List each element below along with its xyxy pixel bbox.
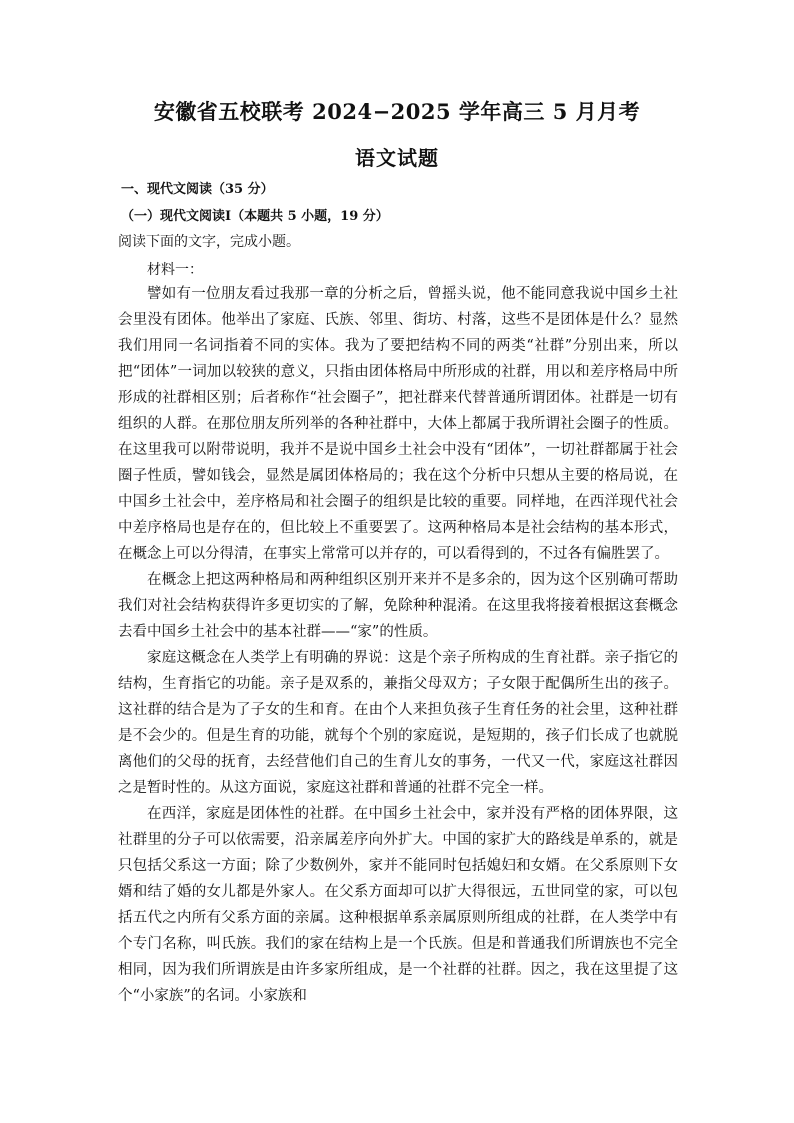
document-title: 安徽省五校联考 2024−2025 学年高三 5 月月考: [153, 99, 641, 124]
subsection-heading: （一）现代文阅读Ⅰ（本题共 5 小题，19 分）: [121, 209, 389, 224]
material-label: 材料一：: [147, 262, 203, 278]
section-heading: 一、现代文阅读（35 分）: [121, 182, 274, 197]
passage-body: [118, 281, 678, 1009]
paragraph: 譬如有一位朋友看过我那一章的分析之后，曾摇头说，他不能同意我说中国乡土社会里没有团体。他举出了家庭、氏族、邻里、街坊、村落，这些不是团体是什么？显然我们用同一名词指着不同的实体。我为了要把结构不同的两类“社群”分别出来，所以把“团体”一词加以较狭的意义，只指由团体格局中所形成的社群，用以和差序格局中所形成的社群相区别；后者称作“社会圈子”，把社群来代替普通所谓团体。社群是一切有组织的人群。在那位朋友所列举的各种社群中，大体上都属于我所谓社会圈子的性质。在这里我可以附带说明，我并不是说中国乡土社会中没有“团体”，一切社群都属于社会圈子性质，譬如钱会，显然是属团体格局的；我在这个分析中只想从主要的格局说，在中国乡土社会中，差序格局和社会圈子的组织是比较的重要。同样地，在西洋现代社会中差序格局也是存在的，但比较上不重要罢了。这两种格局本是社会结构的基本形式，在概念上可以分得清，在事实上常常可以并存的，可以看得到的，不过各有偏胜罢了。: [118, 286, 678, 562]
paragraph: 在西洋，家庭是团体性的社群。在中国乡土社会中，家并没有严格的团体界限，这社群里的分子可以依需要，沿亲属差序向外扩大。中国的家扩大的路线是单系的，就是只包括父系这一方面；除了少数例外，家并不能同时包括媳妇和女婿。在父系原则下女婿和结了婚的女儿都是外家人。在父系方面却可以扩大得很远，五世同堂的家，可以包括五代之内所有父系方面的亲属。这种根据单系亲属原则所组成的社群，在人类学中有个专门名称，叫氏族。我们的家在结构上是一个氏族。但是和普通我们所谓族也不完全相同，因为我们所谓族是由许多家所组成，是一个社群的社群。因之，我在这里提了这个“小家族”的名词。小家族和: [118, 806, 678, 1004]
paragraph: 家庭这概念在人类学上有明确的界说：这是个亲子所构成的生育社群。亲子指它的结构，生育指它的功能。亲子是双系的，兼指父母双方；子女限于配偶所生出的孩子。这社群的结合是为了子女的生和育。在由个人来担负孩子生育任务的社会里，这种社群是不会少的。但是生育的功能，就每个个别的家庭说，是短期的，孩子们长成了也就脱离他们的父母的抚育，去经营他们自己的生育儿女的事务，一代又一代，家庭这社群因之是暂时性的。从这方面说，家庭这社群和普通的社群不完全一样。: [118, 650, 678, 796]
instruction-text: 阅读下面的文字，完成小题。: [118, 234, 300, 250]
paragraph: 在概念上把这两种格局和两种组织区别开来并不是多余的，因为这个区别确可帮助我们对社会结构获得许多更切实的了解，免除种种混淆。在这里我将接着根据这套概念去看中国乡土社会中的基本社群——“家”的性质。: [118, 572, 678, 640]
document-subtitle: 语文试题: [355, 146, 439, 170]
